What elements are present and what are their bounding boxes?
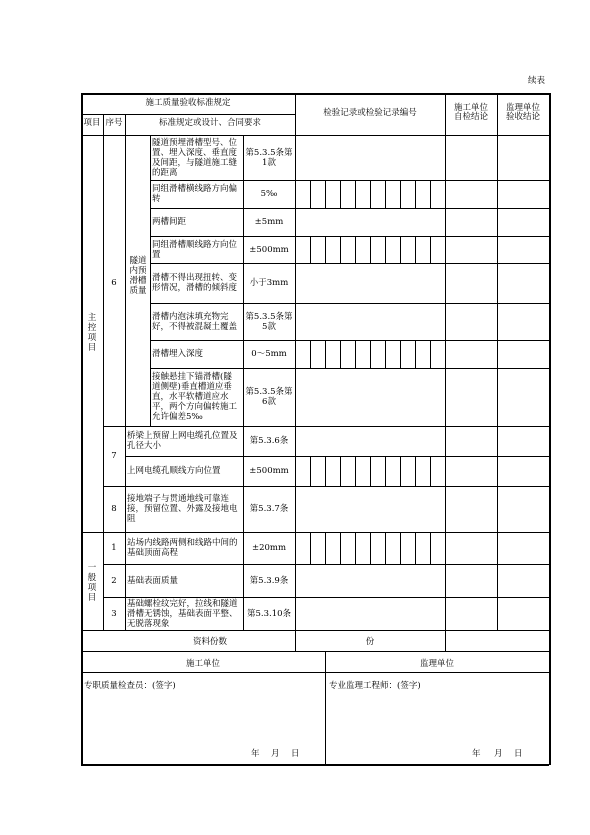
- item-header: 项目: [83, 118, 101, 128]
- grid-line: [81, 114, 295, 115]
- row-requirement: 两槽间距: [152, 217, 187, 227]
- constructor-day: 日: [291, 749, 300, 759]
- row-seq: 1: [111, 543, 117, 553]
- grid-line: [125, 114, 126, 630]
- grid-line: [150, 368, 549, 369]
- grid-line: [549, 93, 551, 765]
- row-requirement: 滑槽不得出现扭转、变形情况，滑槽的倾斜度: [152, 273, 238, 293]
- grid-line: [310, 532, 311, 564]
- row-standard: ±5mm: [254, 217, 284, 227]
- grid-line: [370, 180, 371, 208]
- row-standard: 0～5mm: [251, 349, 287, 359]
- grid-line: [430, 180, 431, 208]
- grid-line: [415, 180, 416, 208]
- grid-line: [370, 236, 371, 263]
- grid-line: [430, 340, 431, 368]
- grid-line: [325, 532, 326, 564]
- constructor-header-2: 自检结论: [453, 112, 488, 122]
- grid-line: [325, 180, 326, 208]
- grid-line: [355, 456, 356, 486]
- seq-header: 序号: [105, 118, 123, 128]
- copies-unit: 份: [365, 637, 375, 647]
- grid-line: [325, 236, 326, 263]
- supervisor-header-2: 验收结论: [505, 112, 540, 122]
- grid-line: [385, 180, 386, 208]
- grid-line: [385, 456, 386, 486]
- grid-line: [400, 236, 401, 263]
- grid-line: [445, 93, 446, 651]
- grid-line: [430, 236, 431, 263]
- row-requirement: 同组滑槽顺线路方向位置: [152, 239, 238, 260]
- row-requirement: 接触悬挂下锚滑槽(隧道侧壁)垂直槽道应垂直，水平软槽道应水平，两个方向偏转施工允许偏差5‰: [152, 372, 238, 422]
- grid-line: [400, 340, 401, 368]
- grid-line: [150, 180, 549, 181]
- grid-line: [430, 456, 431, 486]
- grid-line: [355, 180, 356, 208]
- row-standard: 第5.3.5条第1款: [245, 147, 293, 168]
- row-requirement: 滑槽内泡沫填充物完好，不得被混凝土覆盖: [152, 311, 238, 332]
- standard-title: 施工质量验收标准规定: [145, 98, 231, 108]
- grid-line: [81, 764, 549, 766]
- copies-label: 资料份数: [192, 637, 227, 647]
- row-standard: ±500mm: [249, 466, 289, 476]
- grid-line: [415, 456, 416, 486]
- row-standard: 第5.3.5条第5款: [245, 311, 293, 332]
- record-header: 检验记录或检验记录编号: [323, 108, 417, 118]
- grid-line: [355, 236, 356, 263]
- grid-line: [81, 672, 549, 673]
- grid-line: [150, 340, 549, 341]
- constructor-month: 月: [271, 749, 280, 759]
- row-requirement: 基础螺栓纹完好，拉线和隧道滑槽无锈蚀，基础表面平整、无脱落现象: [127, 598, 238, 629]
- tunnel-channel-group-label: 隧道内预滑槽质量: [129, 256, 147, 296]
- grid-line: [355, 340, 356, 368]
- row-standard: ±500mm: [249, 244, 289, 255]
- constructor-header-1: 施工单位: [453, 103, 488, 113]
- row-requirement: 同组滑槽横线路方向偏转: [152, 184, 238, 204]
- grid-line: [340, 180, 341, 208]
- grid-line: [243, 135, 244, 630]
- grid-line: [310, 236, 311, 263]
- grid-line: [370, 456, 371, 486]
- row-standard: 第5.3.10条: [246, 608, 292, 619]
- grid-line: [355, 532, 356, 564]
- grid-line: [150, 236, 549, 237]
- inspector-signature-label: 专职质量检查员：(签字): [84, 681, 176, 691]
- grid-line: [150, 135, 151, 426]
- grid-line: [415, 340, 416, 368]
- row-standard: 第5.3.7条: [249, 504, 289, 514]
- supervisor-month: 月: [494, 749, 503, 759]
- row-standard: 第5.3.9条: [249, 575, 289, 586]
- supervisor-footer: 监理单位: [419, 659, 454, 669]
- grid-line: [340, 236, 341, 263]
- row-requirement: 隧道预埋滑槽型号、位置、埋入深度、垂直度及间距，与隧道施工缝的距离: [152, 137, 238, 178]
- grid-line: [81, 651, 549, 652]
- grid-line: [81, 532, 549, 533]
- row-seq: 7: [111, 451, 117, 461]
- grid-line: [430, 532, 431, 564]
- grid-line: [415, 532, 416, 564]
- grid-line: [385, 532, 386, 564]
- grid-line: [400, 532, 401, 564]
- grid-line: [325, 456, 326, 486]
- grid-line: [103, 426, 549, 427]
- grid-line: [150, 263, 549, 264]
- row-requirement: 接地端子与贯通地线可靠连接，预留位置、外露及接地电阻: [127, 494, 238, 524]
- grid-line: [295, 93, 296, 651]
- grid-line: [103, 564, 549, 565]
- grid-line: [340, 456, 341, 486]
- grid-line: [310, 456, 311, 486]
- row-standard: ±20mm: [251, 543, 287, 553]
- grid-line: [150, 208, 549, 209]
- grid-line: [81, 93, 549, 95]
- row-requirement: 上网电缆孔顺线方向位置: [127, 466, 221, 476]
- grid-line: [325, 340, 326, 368]
- grid-line: [415, 236, 416, 263]
- main-control-group-label: 主控项目: [87, 313, 97, 353]
- grid-line: [400, 180, 401, 208]
- seq-6: 6: [111, 278, 117, 288]
- supervisor-day: 日: [514, 749, 523, 759]
- grid-line: [125, 456, 549, 457]
- row-standard: 第5.3.5条第6款: [245, 387, 293, 407]
- grid-line: [150, 303, 549, 304]
- grid-line: [497, 93, 498, 630]
- row-seq: 8: [111, 504, 117, 514]
- row-standard: 小于3mm: [249, 278, 289, 288]
- grid-line: [385, 236, 386, 263]
- grid-line: [103, 486, 549, 487]
- grid-line: [370, 532, 371, 564]
- grid-line: [81, 630, 549, 631]
- continued-label: 续表: [528, 76, 546, 86]
- standard-subheader: 标准规定或设计、合同要求: [158, 118, 261, 128]
- constructor-year: 年: [251, 749, 260, 759]
- grid-line: [81, 135, 549, 136]
- grid-line: [370, 340, 371, 368]
- grid-line: [385, 340, 386, 368]
- grid-line: [340, 340, 341, 368]
- row-standard: 第5.3.6条: [249, 436, 289, 446]
- row-standard: 5‰: [260, 189, 278, 199]
- row-requirement: 基础表面质量: [127, 575, 179, 586]
- supervisor-header-1: 监理单位: [505, 103, 540, 113]
- general-group-label: 一般项目: [87, 563, 97, 603]
- grid-line: [340, 532, 341, 564]
- row-requirement: 桥梁上预留上网电缆孔位置及孔径大小: [127, 431, 238, 451]
- engineer-signature-label: 专业监理工程师：(签字): [329, 681, 421, 691]
- row-seq: 2: [111, 575, 117, 586]
- grid-line: [310, 180, 311, 208]
- supervisor-year: 年: [472, 749, 481, 759]
- constructor-footer: 施工单位: [185, 659, 220, 669]
- row-requirement: 站场内线路两侧和线路中间的基础顶面高程: [127, 538, 238, 558]
- grid-line: [310, 340, 311, 368]
- grid-line: [400, 456, 401, 486]
- row-seq: 3: [111, 608, 117, 619]
- row-requirement: 滑槽埋入深度: [152, 349, 204, 359]
